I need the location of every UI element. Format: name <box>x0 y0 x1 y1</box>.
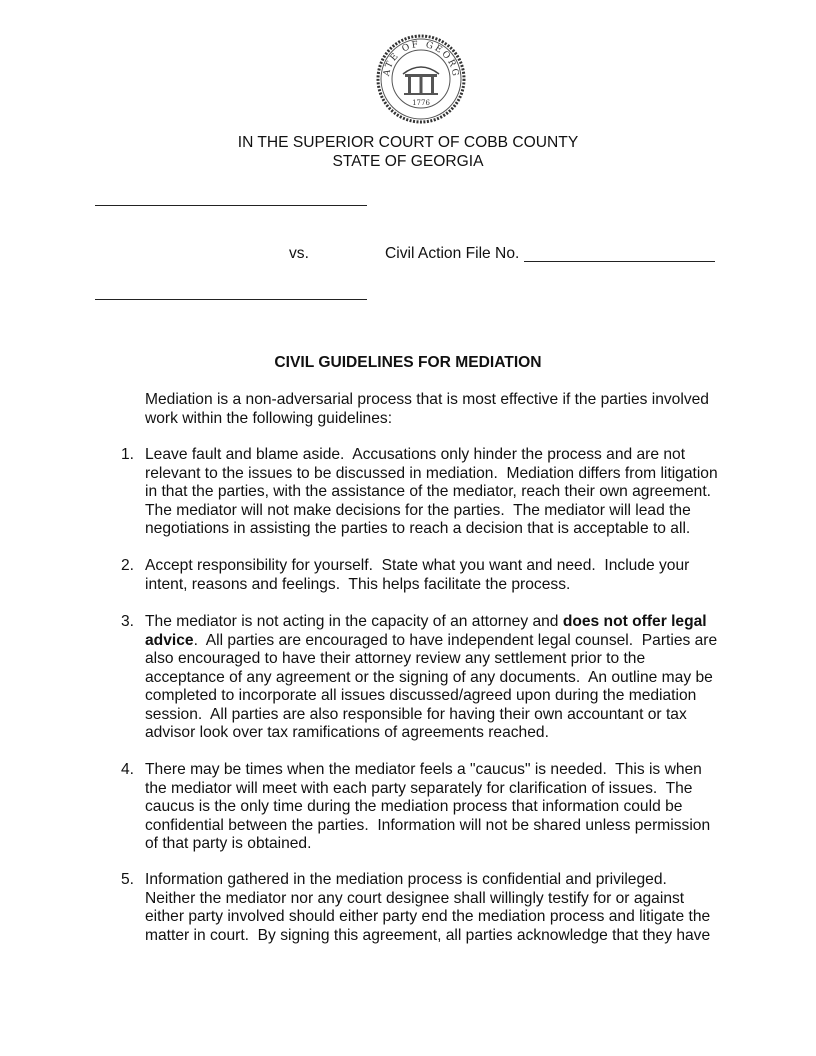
item-number: 4. <box>121 761 135 778</box>
guideline-line: Accept responsibility for yourself. State what you want and need. Include your <box>145 557 690 574</box>
guideline-line: There may be times when the mediator feels a "caucus" is needed. This is when <box>145 761 702 778</box>
guideline-line: completed to incorporate all issues discussed/agreed upon during the mediation <box>145 687 697 704</box>
court-header <box>0 134 816 171</box>
civil-action-label: Civil Action File No. <box>385 245 520 262</box>
bold-text: does not offer legal <box>562 613 707 630</box>
court-name: IN THE SUPERIOR COURT OF COBB COUNTY <box>237 134 579 151</box>
plaintiff-blank-line[interactable] <box>95 205 367 206</box>
guideline-line: confidential between the parties. Information will not be shared unless permission <box>145 816 711 834</box>
guideline-item <box>145 613 717 743</box>
state-seal <box>376 34 466 124</box>
guideline-line: the mediator will meet with each party separately for clarification of issues. The <box>145 779 693 797</box>
text-segment: . All parties are encouraged to have independent legal counsel. Parties are <box>193 631 718 649</box>
guideline-line: acceptance of any agreement or the signing of any documents. An outline may be <box>145 668 713 686</box>
guideline-line: in that the parties, with the assistance of the mediator, reach their own agreement. <box>145 483 712 500</box>
defendant-blank-line[interactable] <box>95 299 367 300</box>
guideline-line <box>145 613 717 632</box>
item-number: 3. <box>121 613 135 630</box>
guideline-line <box>145 632 717 651</box>
vs-label: vs. <box>289 245 309 262</box>
guideline-item <box>145 446 718 539</box>
guideline-line: Information gathered in the mediation process is confidential and privileged. <box>145 871 667 888</box>
intro-line: Mediation is a non-adversarial process that is most effective if the parties involved <box>145 391 709 408</box>
guideline-item <box>145 761 710 854</box>
guideline-line: The mediator will not make decisions for the parties. The mediator will lead the <box>145 501 691 519</box>
guideline-line: advisor look over tax ramifications of agreements reached. <box>145 724 549 741</box>
document-title: CIVIL GUIDELINES FOR MEDIATION <box>274 354 542 371</box>
civil-action-number-blank[interactable] <box>524 261 715 262</box>
item-number: 1. <box>121 446 135 463</box>
guideline-item <box>145 557 689 594</box>
guideline-line: also encouraged to have their attorney review any settlement prior to the <box>145 650 646 667</box>
item-number: 2. <box>121 557 135 574</box>
guideline-line: either party involved should either party end the mediation process and litigate the <box>145 908 711 925</box>
guideline-line: relevant to the issues to be discussed in mediation. Mediation differs from litigation <box>145 464 718 482</box>
item-number: 5. <box>121 871 135 888</box>
svg-text:STATE OF GEORGIA: ATE OF GEORG <box>381 39 461 79</box>
court-state: STATE OF GEORGIA <box>332 152 484 170</box>
guideline-line: matter in court. By signing this agreement, all parties acknowledge that they have <box>145 926 711 944</box>
guideline-item <box>145 871 710 945</box>
bold-text: advice <box>145 631 194 649</box>
guideline-line: intent, reasons and feelings. This helps facilitate the process. <box>145 575 571 593</box>
intro-paragraph <box>145 391 709 428</box>
guideline-line: Leave fault and blame aside. Accusations only hinder the process and are not <box>145 446 686 463</box>
guideline-line: negotiations in assisting the parties to reach a decision that is acceptable to all. <box>145 520 691 537</box>
guideline-line: session. All parties are also responsible for having their own accountant or tax <box>145 705 687 723</box>
guideline-line: caucus is the only time during the mediation process that information could be <box>145 798 683 815</box>
text-segment: The mediator is not acting in the capacity of an attorney and <box>145 613 563 630</box>
svg-text:1776: 1776 <box>412 99 430 107</box>
guideline-line: of that party is obtained. <box>145 835 312 852</box>
intro-line: work within the following guidelines: <box>145 409 393 427</box>
guideline-line: Neither the mediator nor any court designee shall willingly testify for or against <box>145 889 685 907</box>
